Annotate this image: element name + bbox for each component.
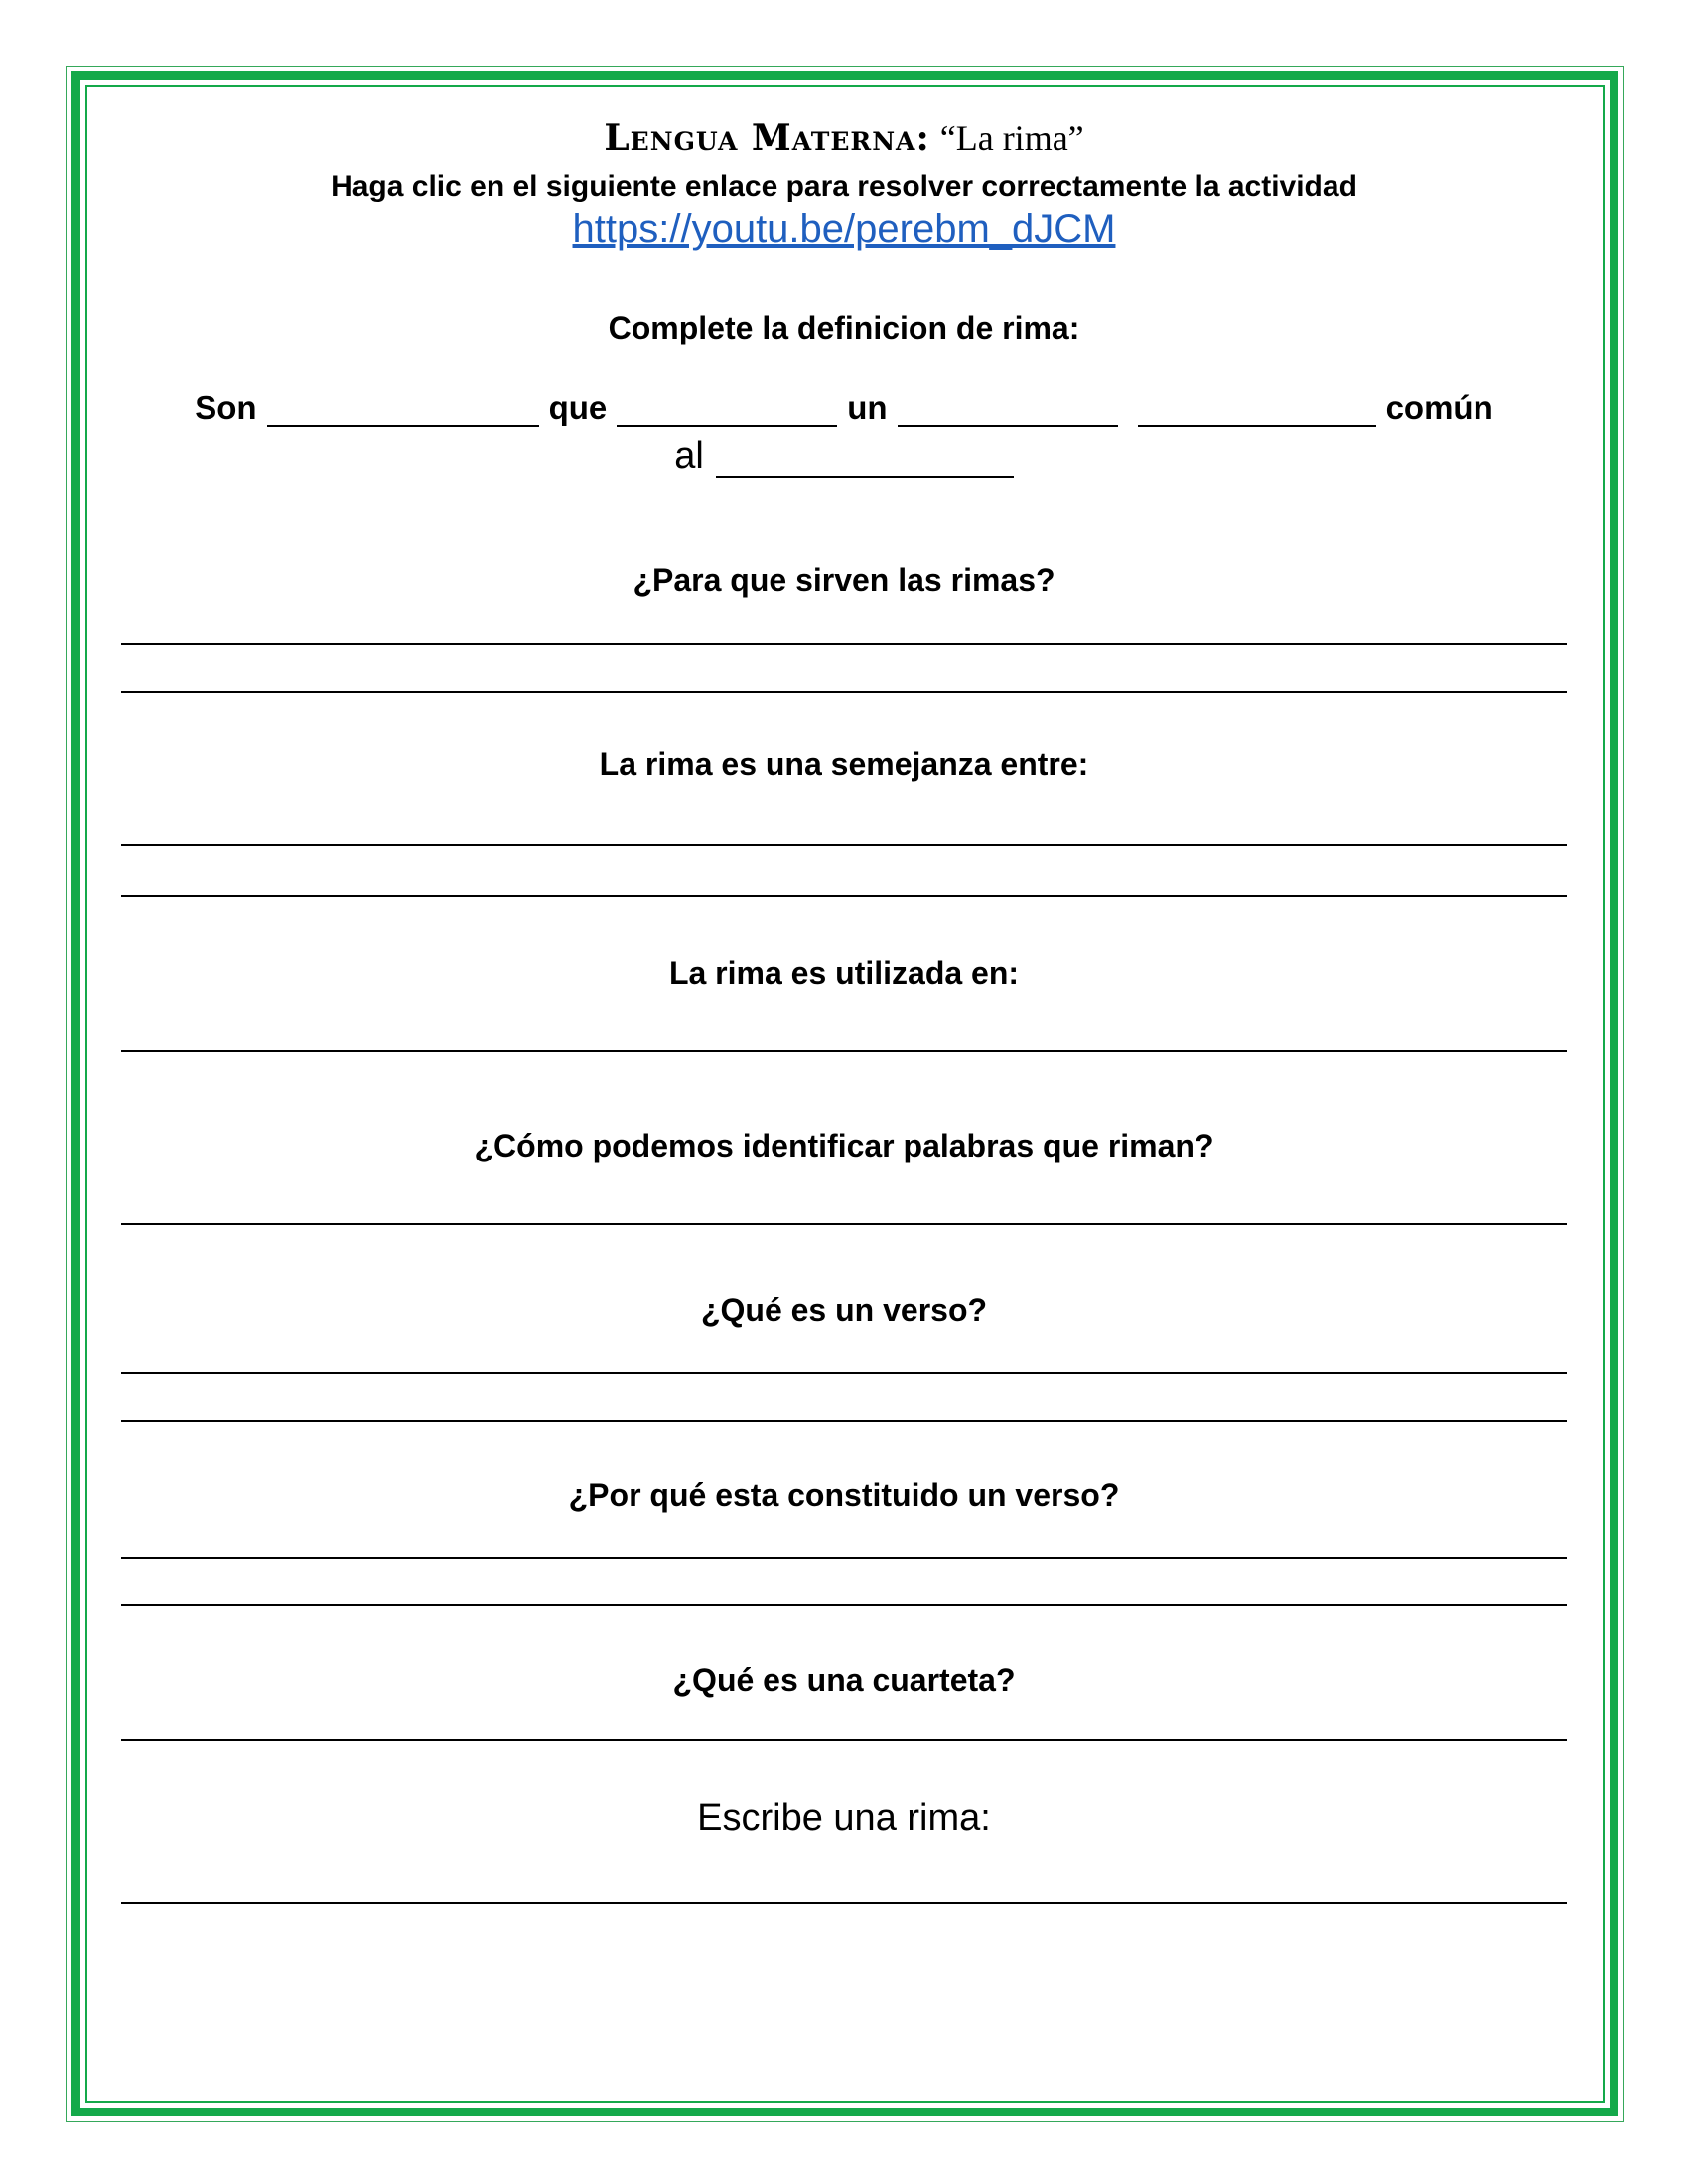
word-al: al	[674, 435, 704, 477]
answer-line[interactable]	[121, 1557, 1567, 1559]
blank-1[interactable]	[267, 395, 539, 427]
title-topic: “La rima”	[939, 118, 1084, 158]
answer-line[interactable]	[121, 895, 1567, 897]
question-3: La rima es utilizada en:	[668, 955, 1020, 991]
definition-heading: Complete la definicion de rima:	[608, 310, 1080, 345]
answer-line[interactable]	[121, 1739, 1567, 1741]
answer-line[interactable]	[121, 1050, 1567, 1052]
word-que: que	[548, 389, 608, 426]
word-un: un	[847, 389, 888, 426]
answer-line[interactable]	[121, 643, 1567, 645]
video-link[interactable]: https://youtu.be/perebm_dJCM	[572, 207, 1116, 251]
answer-line[interactable]	[121, 1223, 1567, 1225]
worksheet-title	[119, 115, 1569, 161]
answer-line[interactable]	[121, 1420, 1567, 1422]
question-2: La rima es una semejanza entre:	[599, 747, 1089, 782]
definition-fill-row-2	[119, 435, 1569, 478]
instruction-text: Haga clic en el siguiente enlace para resolver correctamente la actividad	[331, 170, 1357, 203]
question-1: ¿Para que sirven las rimas?	[633, 562, 1055, 598]
blank-4[interactable]	[1138, 395, 1376, 427]
word-son: Son	[195, 389, 257, 426]
question-5: ¿Qué es un verso?	[700, 1293, 988, 1328]
question-4: ¿Cómo podemos identificar palabras que riman?	[474, 1128, 1214, 1163]
answer-line[interactable]	[121, 1604, 1567, 1606]
word-comun: común	[1385, 389, 1493, 426]
answer-line[interactable]	[121, 1902, 1567, 1904]
answer-line[interactable]	[121, 691, 1567, 693]
blank-3[interactable]	[898, 395, 1118, 427]
answer-line[interactable]	[121, 844, 1567, 846]
blank-5[interactable]	[716, 446, 1014, 478]
definition-fill-row	[119, 389, 1569, 427]
answer-line[interactable]	[121, 1372, 1567, 1374]
question-7: ¿Qué es una cuarteta?	[672, 1662, 1016, 1698]
question-6: ¿Por qué esta constituido un verso?	[568, 1477, 1120, 1513]
title-subject: Lengua Materna:	[604, 117, 930, 159]
blank-2[interactable]	[617, 395, 837, 427]
question-8: Escribe una rima:	[697, 1797, 991, 1839]
